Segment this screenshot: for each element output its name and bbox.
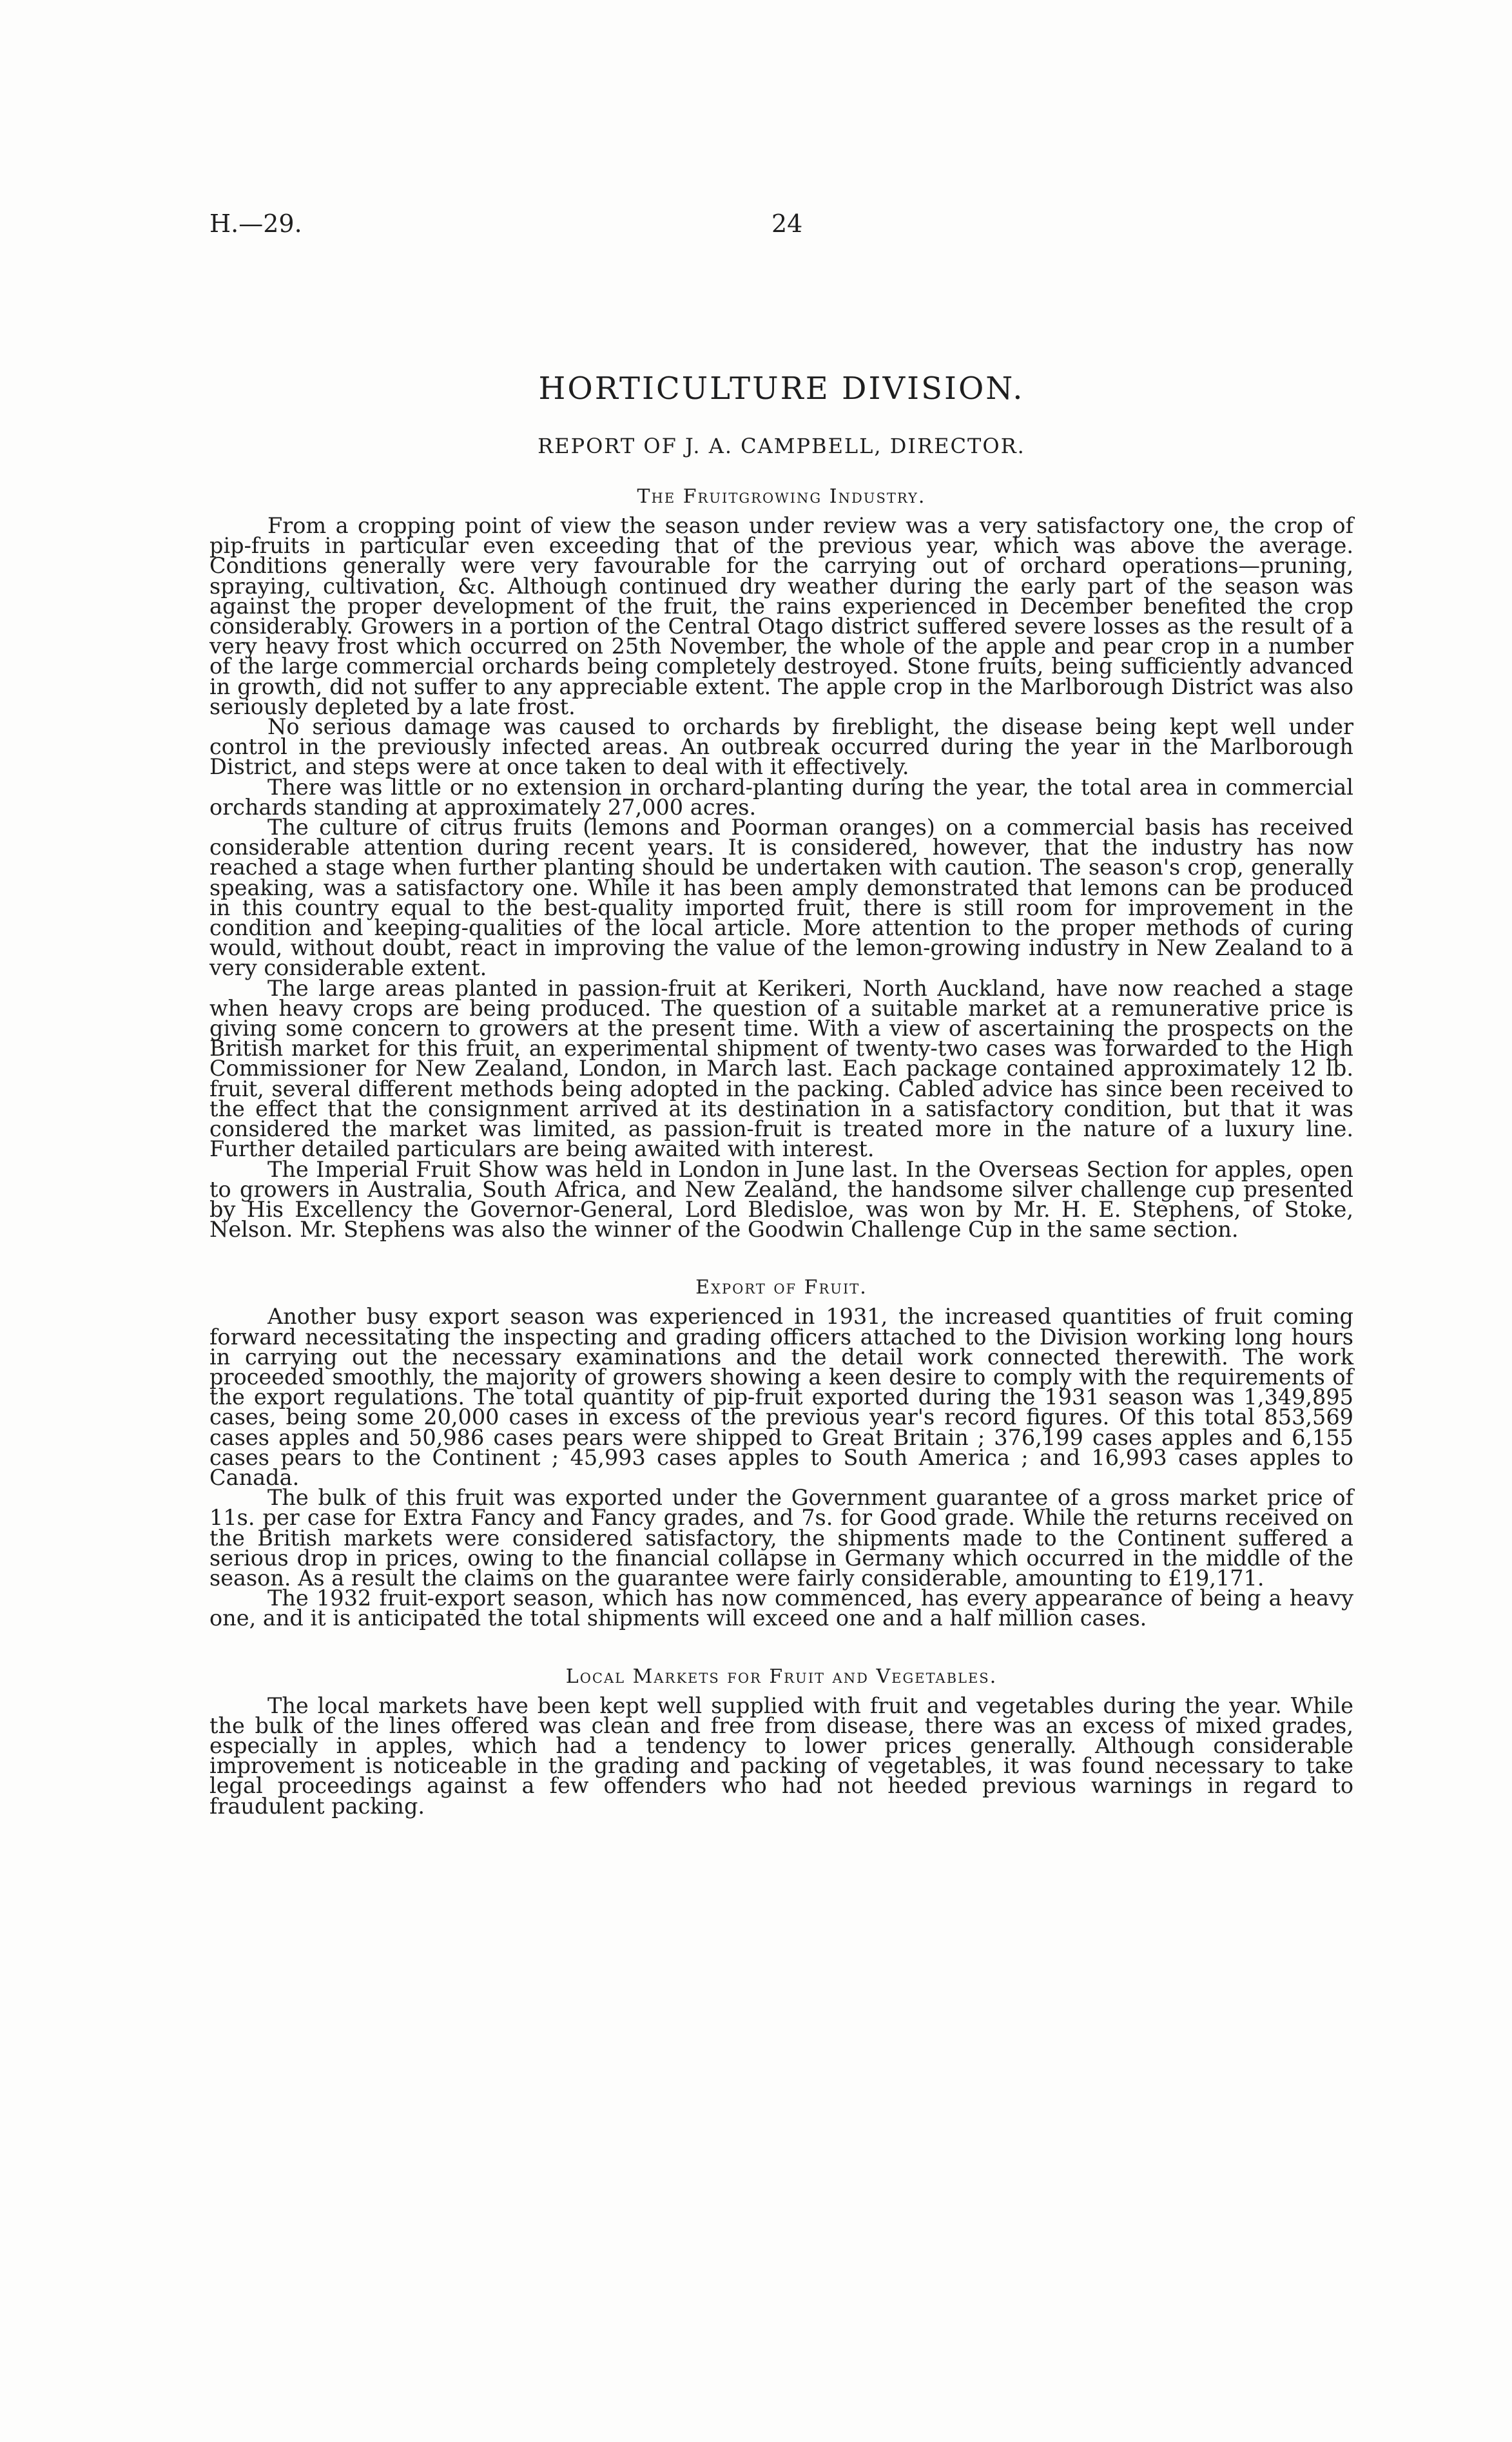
- spacer: [209, 1629, 1353, 1657]
- division-title: HORTICULTURE DIVISION.: [538, 371, 1025, 407]
- spacer: [209, 1239, 1353, 1268]
- paragraph: The local markets have been kept well supplied with fruit and vegetables during the year. While the bulk of the lines offered was clean and free from disease, there was an excess of mixed grades, especially in apples, which had a tendency to lower prices generally. Although considerable improvement is noticeable in the grading and packing of vegetables, it was found necessary to take legal proceedings against a few offenders who had not heeded previous warnings in regard to fraudulent packing.: [209, 1692, 1353, 1819]
- paragraph: From a cropping point of view the season under review was a very satisfactory one, the crop of pip-fruits in particular even exceeding that of the previous year, which was above the average. Conditions generally were very favourable for the carrying out of orchard operations—pruning, spraying, cultivation, &c. Although continued dry weather during the early part of the season was against the proper development of the fruit, the rains experienced in December benefited the crop considerably. Growers in a portion of the Central Otago district suffered severe losses as the result of a very heavy frost which occurred on 25th November, the whole of the apple and pear crop in a number of the large commercial orchards being completely destroyed. Stone fruits, being sufficiently advanced in growth, did not suffer to any appreciable extent. The apple crop in the Marlborough District was also seriously depleted by a late frost.: [209, 513, 1353, 719]
- section-export-of-fruit: [209, 1276, 1353, 1631]
- running-header: [209, 209, 1353, 248]
- document-body: [209, 477, 1353, 1819]
- paragraph: No serious damage was caused to orchards by fireblight, the disease being kept well under control in the previously infected areas. An outbreak occurred during the year in the Marlborough District, and steps were at once taken to deal with it effectively.: [209, 714, 1353, 780]
- section-heading: Local Markets for Fruit and Vegetables.: [565, 1665, 998, 1688]
- paragraph: The bulk of this fruit was exported under the Government guarantee of a gross market price of 11s. per case for Extra Fancy and Fancy grades, and 7s. for Good grade. While the returns received on the British markets were considered satisfactory, the shipments made to the Continent suffered a serious drop in prices, owing to the financial collapse in Germany which occurred in the middle of the season. As a result the claims on the guarantee were fairly considerable, amounting to £19,171.: [209, 1485, 1353, 1591]
- paragraph: The large areas planted in passion-fruit at Kerikeri, North Auckland, have now reached a stage when heavy crops are being produced. The question of a suitable market at a remunerative price is giving some concern to growers at the present time. With a view of ascertaining the prospects on the British market for this fruit, an experimental shipment of twenty-two cases was forwarded to the High Commissioner for New Zealand, London, in March last. Each package contained approximately 12 lb. fruit, several different methods being adopted in the packing. Cabled advice has since been received to the effect that the consignment arrived at its destination in a satisfactory condition, but that it was considered the market was limited, as passion-fruit is treated more in the nature of a luxury line. Further detailed particulars are being awaited with interest.: [209, 975, 1353, 1162]
- paragraph: The 1932 fruit-export season, which has now commenced, has every appearance of being a heavy one, and it is anticipated the total shipments will exceed one and a half million cases.: [209, 1585, 1353, 1631]
- section-fruitgrowing-industry: [209, 485, 1353, 1243]
- report-title: REPORT OF J. A. CAMPBELL, DIRECTOR.: [538, 434, 1025, 458]
- document-reference: H.—29.: [209, 209, 302, 238]
- paragraph: Another busy export season was experienced in 1931, the increased quantities of fruit coming forward necessitating the inspecting and grading officers attached to the Division working long hours in carrying out the necessary examinations and the detail work connected therewith. The work proceeded smoothly, the majority of growers showing a keen desire to comply with the requirements of the export regulations. The total quantity of pip-fruit exported during the 1931 season was 1,349,895 cases, being some 20,000 cases in excess of the previous year's record figures. Of this total 853,569 cases apples and 50,986 cases pears were shipped to Great Britain ; 376,199 cases apples and 6,155 cases pears to the Continent ; 45,993 cases apples to South America ; and 16,993 cases apples to Canada.: [209, 1304, 1353, 1490]
- paragraph: There was little or no extension in orchard-planting during the year, the total area in commercial orchards standing at approximately 27,000 acres.: [209, 774, 1353, 820]
- page-number: 24: [771, 209, 803, 238]
- paragraph: The Imperial Fruit Show was held in London in June last. In the Overseas Section for apples, open to growers in Australia, South Africa, and New Zealand, the handsome silver challenge cup presented by His Excellency the Governor-General, Lord Bledisloe, was won by Mr. H. E. Stephens, of Stoke, Nelson. Mr. Stephens was also the winner of the Goodwin Challenge Cup in the same section.: [209, 1156, 1353, 1243]
- title-block: [209, 371, 1353, 458]
- section-heading: Export of Fruit.: [695, 1276, 867, 1299]
- section-heading: The Fruitgrowing Industry.: [637, 485, 926, 508]
- paragraph: The culture of citrus fruits (lemons and Poorman oranges) on a commercial basis has received considerable attention during recent years. It is considered, however, that the industry has now reached a stage when further planting should be undertaken with caution. The season's crop, generally speaking, was a satisfactory one. While it has been amply demonstrated that lemons can be produced in this country equal to the best-quality imported fruit, there is still room for improvement in the condition and keeping-qualities of the local article. More attention to the proper methods of curing would, without doubt, react in improving the value of the lemon-growing industry in New Zealand to a very considerable extent.: [209, 815, 1353, 981]
- section-local-markets: [209, 1665, 1353, 1819]
